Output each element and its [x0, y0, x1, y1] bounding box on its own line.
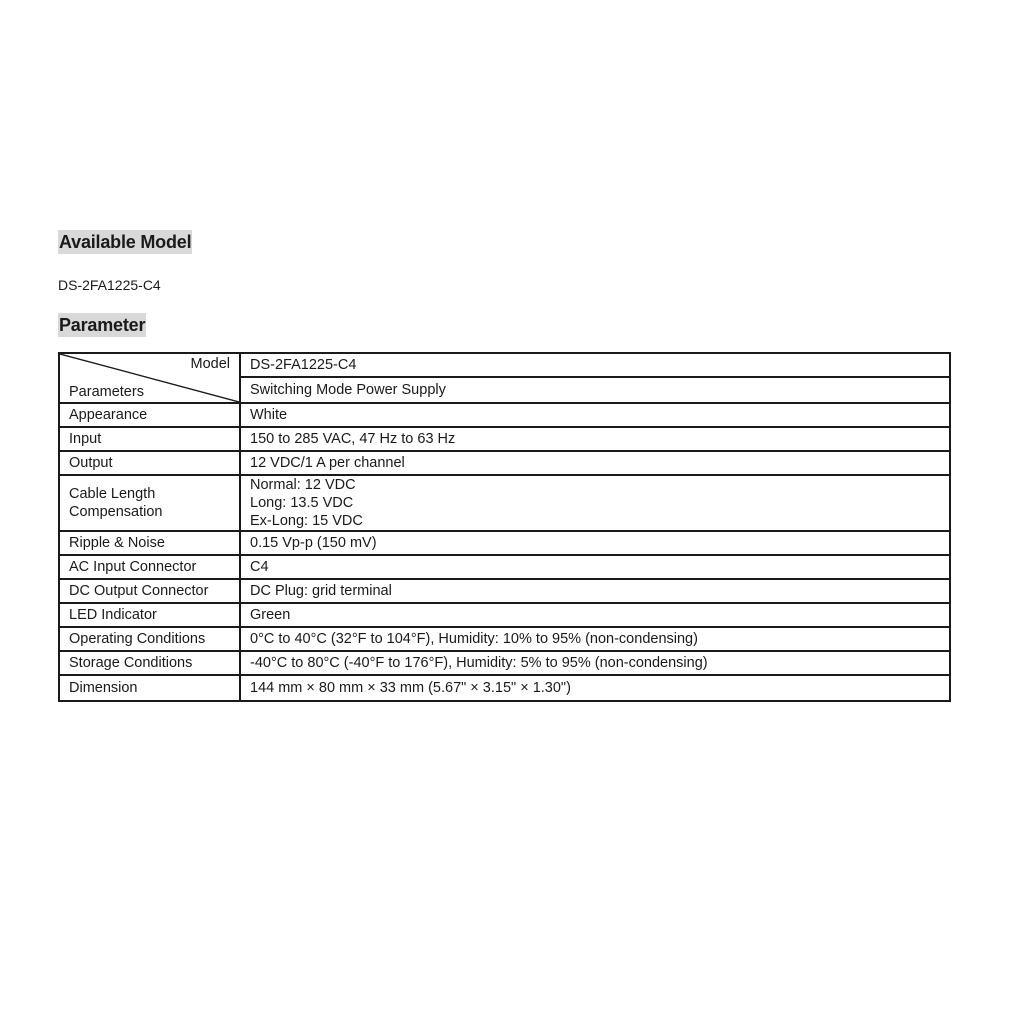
available-model-heading: Available Model	[59, 232, 192, 252]
header-parameters-label: Parameters	[69, 384, 144, 400]
param-label: DC Output Connector	[59, 579, 240, 603]
param-label: Storage Conditions	[59, 651, 240, 675]
header-model-label: Model	[190, 356, 230, 372]
param-label-line: Cable Length	[69, 486, 156, 502]
available-model-value: DS-2FA1225-C4	[58, 277, 161, 293]
parameter-table	[58, 352, 951, 702]
table-row	[59, 675, 950, 701]
param-label: Input	[59, 427, 240, 451]
table-row	[59, 627, 950, 651]
table-row	[59, 427, 950, 451]
param-value-line: Ex-Long: 15 VDC	[250, 513, 363, 529]
header-model-value: DS-2FA1225-C4	[240, 353, 950, 377]
param-value-line: Normal: 12 VDC	[250, 477, 356, 493]
param-value: 0.15 Vp-p (150 mV)	[240, 531, 950, 555]
table-header-corner	[59, 353, 240, 403]
param-value: White	[240, 403, 950, 427]
param-label: Operating Conditions	[59, 627, 240, 651]
table-row	[59, 651, 950, 675]
param-label: Ripple & Noise	[59, 531, 240, 555]
param-label: LED Indicator	[59, 603, 240, 627]
table-row	[59, 475, 950, 531]
header-type-value: Switching Mode Power Supply	[240, 377, 950, 403]
table-row	[59, 603, 950, 627]
table-row	[59, 403, 950, 427]
param-value: C4	[240, 555, 950, 579]
param-value-line: Long: 13.5 VDC	[250, 495, 354, 511]
param-label: Output	[59, 451, 240, 475]
table-row	[59, 555, 950, 579]
param-value: 12 VDC/1 A per channel	[240, 451, 950, 475]
table-row	[59, 451, 950, 475]
param-value: -40°C to 80°C (-40°F to 176°F), Humidity: 5% to 95% (non-condensing)	[240, 651, 950, 675]
param-value	[240, 475, 950, 531]
param-label: AC Input Connector	[59, 555, 240, 579]
parameter-heading: Parameter	[59, 315, 146, 335]
param-value: 144 mm × 80 mm × 33 mm (5.67" × 3.15" × 1.30")	[240, 675, 950, 701]
param-label-line: Compensation	[69, 504, 163, 520]
table-row	[59, 579, 950, 603]
param-value: 150 to 285 VAC, 47 Hz to 63 Hz	[240, 427, 950, 451]
param-value: DC Plug: grid terminal	[240, 579, 950, 603]
param-value: Green	[240, 603, 950, 627]
table-row	[59, 531, 950, 555]
param-label: Appearance	[59, 403, 240, 427]
param-label: Dimension	[59, 675, 240, 701]
param-value: 0°C to 40°C (32°F to 104°F), Humidity: 10% to 95% (non-condensing)	[240, 627, 950, 651]
param-label	[59, 475, 240, 531]
table-row-model	[59, 353, 950, 377]
